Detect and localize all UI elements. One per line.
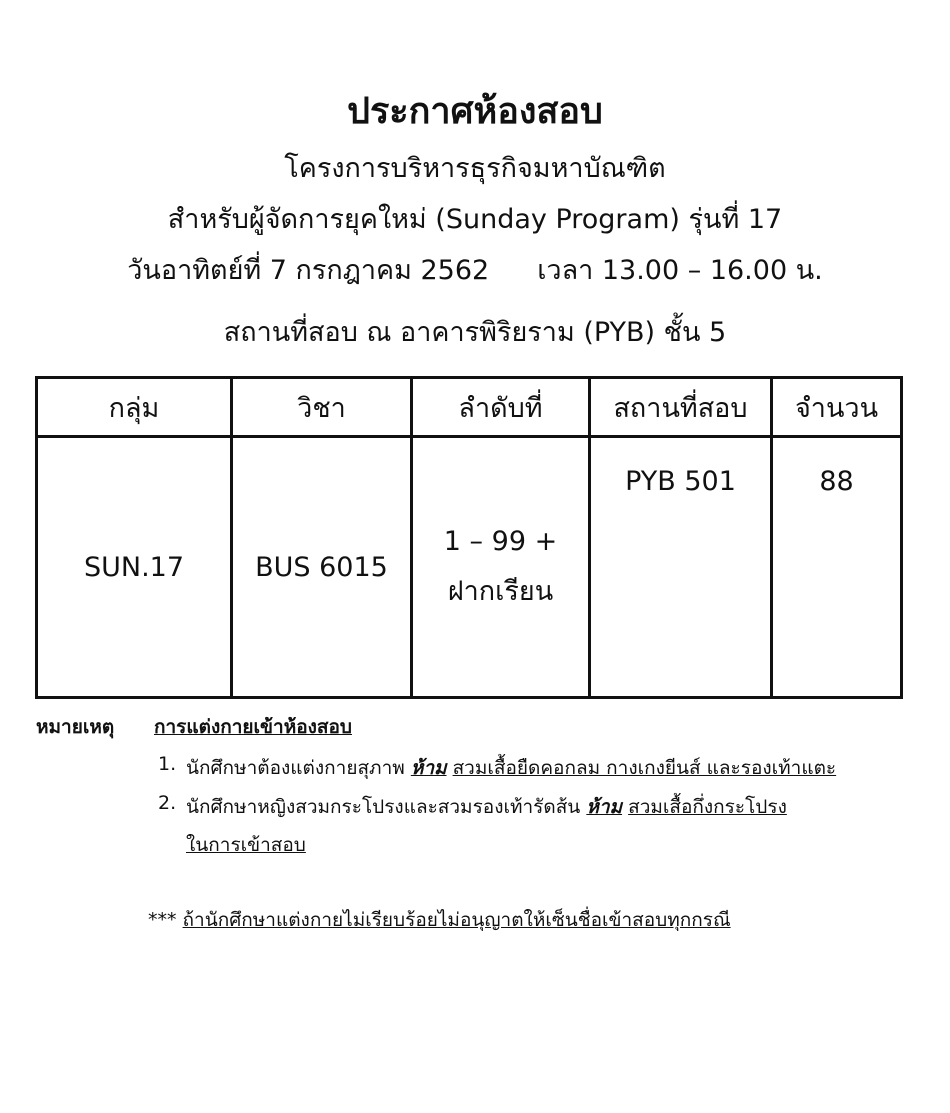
cell-course: BUS 6015 [232,437,412,698]
table-row [37,437,902,698]
notes-heading: การแต่งกายเข้าห้องสอบ [154,716,352,738]
exam-venue: สถานที่สอบ ณ อาคารพิริยราม (PYB) ชั้น 5 [223,317,727,348]
exam-date: วันอาทิตย์ที่ 7 กรกฎาคม 2562 [127,255,490,286]
note-1-prohibited-items: สวมเสื้อยืดคอกลม กางเกงยีนส์ และรองเท้าแตะ [452,757,837,779]
note-2-text: นักศึกษาหญิงสวมกระโปรงและสวมรองเท้ารัดส้น [186,796,581,818]
column-header-count: จำนวน [772,378,902,437]
cell-count: 88 [772,437,902,698]
cell-order-extra: ฝากเรียน [447,576,554,607]
program-name: โครงการบริหารธุรกิจมหาบัณฑิต [284,153,666,184]
note-2 [186,792,787,822]
note-2-prohibited-items: สวมเสื้อกึ่งกระโปรง [628,796,787,818]
cell-group: SUN.17 [37,437,232,698]
cell-order-range: 1 – 99 + [443,526,558,557]
column-header-course: วิชา [232,378,412,437]
note-2-prohibit: ห้าม [586,796,623,818]
exam-room-table [35,376,903,699]
page-title: ประกาศห้องสอบ [347,91,603,132]
program-subtitle: สำหรับผู้จัดการยุคใหม่ (Sunday Program) รุ่นที่ 17 [167,204,783,235]
cell-room: PYB 501 [590,437,772,698]
column-header-room: สถานที่สอบ [590,378,772,437]
note-1-text: นักศึกษาต้องแต่งกายสุภาพ [186,757,405,779]
note-1-prohibit: ห้าม [410,757,447,779]
note-2-number: 2. [158,792,177,814]
footer-warning [148,905,731,935]
column-header-group: กลุ่ม [37,378,232,437]
table-header-row [37,378,902,437]
notes-label: หมายเหตุ [36,716,115,738]
cell-order [412,437,590,698]
footer-stars: *** [148,909,177,931]
column-header-order: ลำดับที่ [412,378,590,437]
exam-date-time [0,248,950,291]
exam-time: เวลา 13.00 – 16.00 น. [537,255,823,286]
note-1 [186,753,836,783]
note-1-number: 1. [158,753,177,775]
footer-warning-text: ถ้านักศึกษาแต่งกายไม่เรียบร้อยไม่อนุญาตให้เซ็นชื่อเข้าสอบทุกกรณี [182,909,731,931]
note-2-continued: ในการเข้าสอบ [186,834,306,856]
